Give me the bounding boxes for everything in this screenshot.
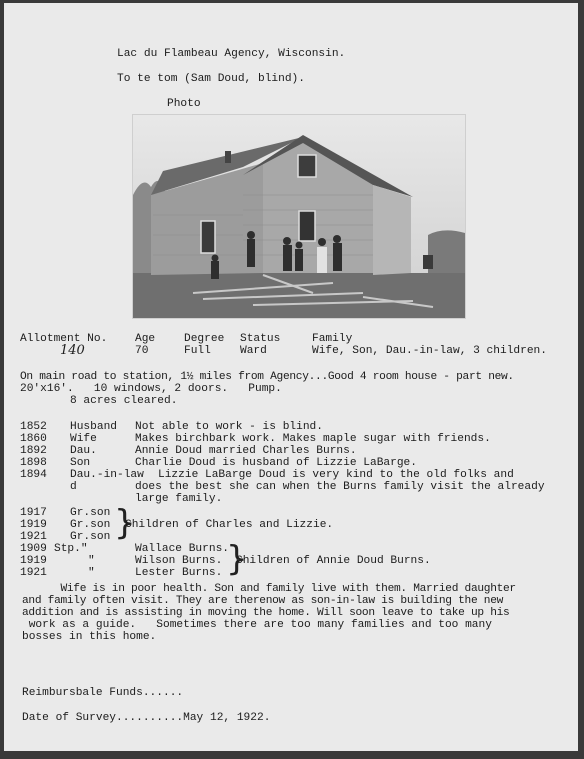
member-year: 1894 [20,469,47,481]
member-note: does the best she can when the Burns family visit the already [135,481,545,493]
stepchild-name: Lester Burns. [135,567,223,579]
allotment-degree: Full [184,345,211,357]
stepchild-year: 1909 [20,543,47,555]
house-line-3: 8 acres cleared. [70,395,178,407]
grandson-relation: Gr.son [70,531,111,543]
allotment-header-age: Age [135,333,156,345]
member-relation: d [70,481,77,493]
narrative-line: work as a guide. Sometimes there are too many families and too many [22,619,492,631]
member-note: Lizzie LaBarge Doud is very kind to the old folks and [158,469,514,481]
member-relation: Husband [70,421,117,433]
grandsons-brace: } [114,503,136,543]
house-line-2: 20'x16'. 10 windows, 2 doors. Pump. [20,383,282,395]
narrative-line: and family often visit. They are therenow as son-in-law is building the new [22,595,504,607]
member-note: large family. [135,493,223,505]
allotment-family: Wife, Son, Dau.-in-law, 3 children. [312,345,547,357]
date-of-survey: Date of Survey..........May 12, 1922. [22,712,271,724]
member-year: 1852 [20,421,47,433]
narrative-line: bosses in this home. [22,631,157,643]
agency-heading: Lac du Flambeau Agency, Wisconsin. [117,48,346,60]
member-relation: Son [70,457,91,469]
stepchild-name: Wilson Burns. [135,555,223,567]
allotment-header-allotment: Allotment No. [20,333,108,345]
grandson-relation: Gr.son [70,519,111,531]
stepchild-relation: " [88,567,95,579]
grandson-year: 1919 [20,519,47,531]
allotment-age: 70 [135,345,149,357]
stepchild-year: 1919 [20,555,47,567]
allotment-status: Ward [240,345,267,357]
stepchildren-brace: } [226,539,248,579]
allotment-header-family: Family [312,333,353,345]
survey-page [4,3,578,751]
stepchild-relation: Stp." [54,543,88,555]
stepchildren-note: Children of Annie Doud Burns. [236,555,431,567]
member-note: Not able to work - is blind. [135,421,323,433]
grandson-year: 1917 [20,507,47,519]
member-year: 1892 [20,445,47,457]
house-photo [132,114,466,319]
reimbursable-funds: Reimbursbale Funds...... [22,687,184,699]
member-relation: Wife [70,433,97,445]
member-note: Makes birchbark work. Makes maple sugar with friends. [135,433,491,445]
member-year: 1860 [20,433,47,445]
person-heading: To te tom (Sam Doud, blind). [117,73,305,85]
stepchild-year: 1921 [20,567,47,579]
narrative-line: Wife is in poor health. Son and family live with them. Married daughter [22,583,516,595]
stepchild-relation: " [88,555,95,567]
member-note: Charlie Doud is husband of Lizzie LaBarge. [135,457,417,469]
allotment-header-status: Status [240,333,281,345]
narrative-line: addition and is assisting in moving the home. Will soon leave to take up his [22,607,510,619]
member-note: Annie Doud married Charles Burns. [135,445,357,457]
house-line-1: On main road to station, 1½ miles from Agency...Good 4 room house - part new. [20,371,514,383]
grandsons-note: Children of Charles and Lizzie. [125,519,334,531]
stepchild-name: Wallace Burns. [135,543,229,555]
member-relation: Dau. [70,445,97,457]
allotment-number: 140 [60,343,85,358]
grandson-relation: Gr.son [70,507,111,519]
allotment-header-degree: Degree [184,333,225,345]
grandson-year: 1921 [20,531,47,543]
member-year: 1898 [20,457,47,469]
member-relation: Dau.-in-law [70,469,144,481]
photo-label: Photo [167,98,201,110]
